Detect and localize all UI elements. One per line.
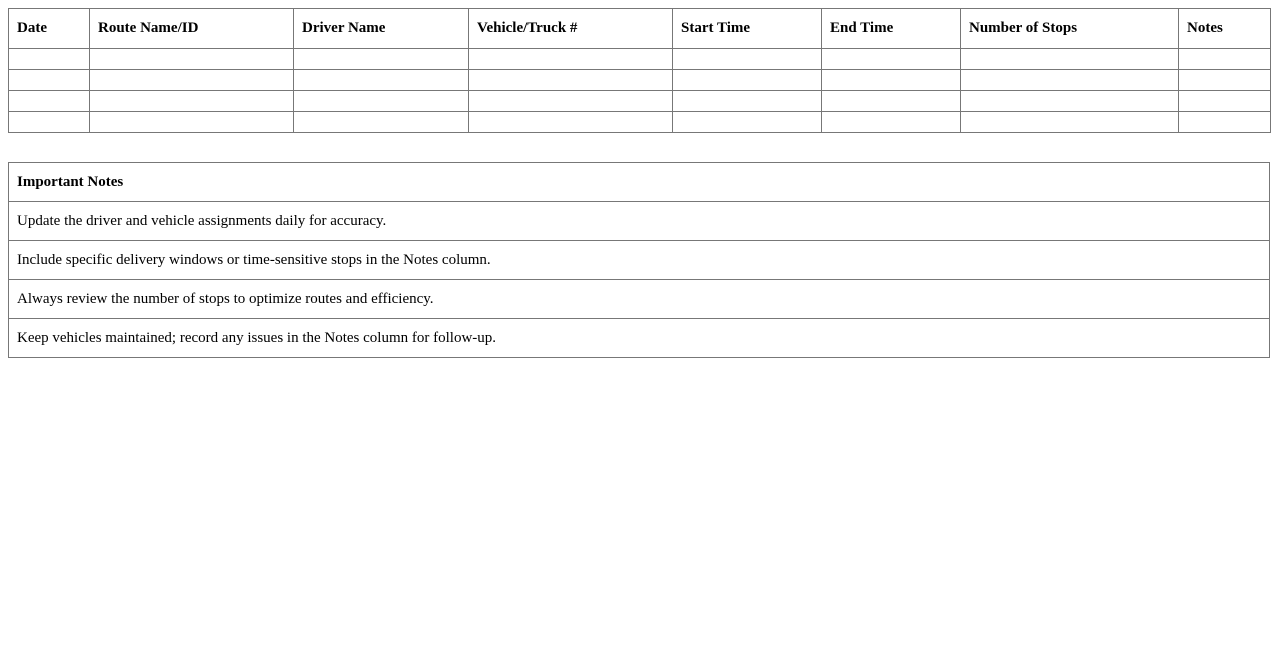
- table-cell[interactable]: [294, 70, 469, 91]
- table-cell[interactable]: [673, 112, 822, 133]
- table-cell[interactable]: [90, 70, 294, 91]
- list-item: [9, 319, 1270, 358]
- table-cell[interactable]: [822, 91, 961, 112]
- table-cell[interactable]: [9, 70, 90, 91]
- table-cell[interactable]: [9, 49, 90, 70]
- table-cell[interactable]: [90, 112, 294, 133]
- column-header-number-of-stops: Number of Stops: [961, 9, 1179, 49]
- column-header-start-time: Start Time: [673, 9, 822, 49]
- table-cell[interactable]: [822, 112, 961, 133]
- table-cell[interactable]: [1179, 49, 1271, 70]
- table-cell[interactable]: [673, 49, 822, 70]
- column-header-vehicle-truck: Vehicle/Truck #: [469, 9, 673, 49]
- table-cell[interactable]: [1179, 91, 1271, 112]
- table-cell[interactable]: [469, 112, 673, 133]
- table-cell[interactable]: [961, 112, 1179, 133]
- list-item: [9, 202, 1270, 241]
- table-cell[interactable]: [90, 91, 294, 112]
- table-cell[interactable]: [294, 112, 469, 133]
- note-text: Always review the number of stops to optimize routes and efficiency.: [9, 280, 1270, 319]
- notes-header-row: [9, 163, 1270, 202]
- table-cell[interactable]: [1179, 70, 1271, 91]
- note-text: Update the driver and vehicle assignments daily for accuracy.: [9, 202, 1270, 241]
- note-text: Keep vehicles maintained; record any issues in the Notes column for follow-up.: [9, 319, 1270, 358]
- table-cell[interactable]: [9, 112, 90, 133]
- table-cell[interactable]: [961, 91, 1179, 112]
- route-schedule-table: [8, 8, 1271, 133]
- list-item: [9, 280, 1270, 319]
- note-text: Include specific delivery windows or time-sensitive stops in the Notes column.: [9, 241, 1270, 280]
- table-cell[interactable]: [469, 70, 673, 91]
- table-cell[interactable]: [294, 91, 469, 112]
- table-cell[interactable]: [469, 91, 673, 112]
- table-cell[interactable]: [294, 49, 469, 70]
- list-item: [9, 241, 1270, 280]
- notes-heading: Important Notes: [9, 163, 1270, 202]
- table-cell[interactable]: [822, 49, 961, 70]
- column-header-route-name-id: Route Name/ID: [90, 9, 294, 49]
- table-cell[interactable]: [9, 91, 90, 112]
- table-cell[interactable]: [961, 70, 1179, 91]
- table-cell[interactable]: [673, 91, 822, 112]
- table-row: [9, 112, 1271, 133]
- column-header-end-time: End Time: [822, 9, 961, 49]
- table-cell[interactable]: [961, 49, 1179, 70]
- table-row: [9, 70, 1271, 91]
- table-cell[interactable]: [822, 70, 961, 91]
- table-cell[interactable]: [673, 70, 822, 91]
- header-row: [9, 9, 1271, 49]
- column-header-date: Date: [9, 9, 90, 49]
- table-cell[interactable]: [1179, 112, 1271, 133]
- table-cell[interactable]: [469, 49, 673, 70]
- table-row: [9, 49, 1271, 70]
- important-notes-table: [8, 162, 1270, 358]
- column-header-driver-name: Driver Name: [294, 9, 469, 49]
- column-header-notes: Notes: [1179, 9, 1271, 49]
- table-cell[interactable]: [90, 49, 294, 70]
- table-row: [9, 91, 1271, 112]
